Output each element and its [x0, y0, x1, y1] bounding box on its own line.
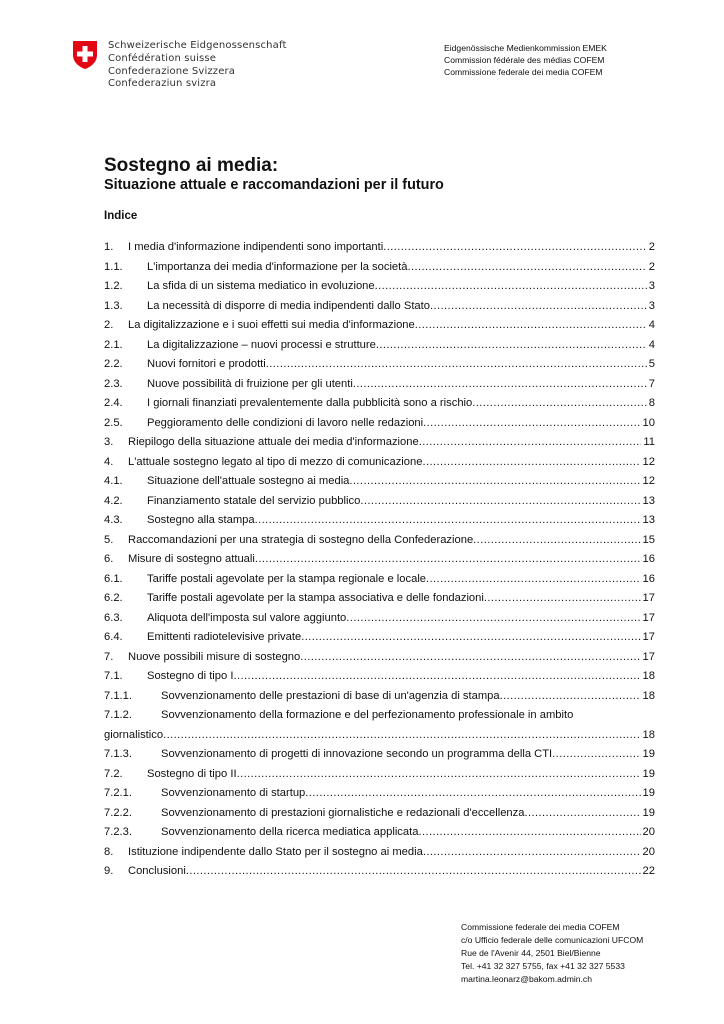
toc-number: 4.3.: [104, 514, 123, 526]
toc-title: Nuovi fornitori e prodotti: [147, 358, 266, 370]
footer-line: Tel. +41 32 327 5755, fax +41 32 327 5533: [461, 961, 625, 971]
toc-leader-dots: [423, 417, 640, 429]
toc-title: Sostegno alla stampa: [147, 514, 255, 526]
org-line: Commission fédérale des médias COFEM: [444, 54, 605, 65]
toc-title: I media d'informazione indipendenti sono importanti: [128, 241, 384, 253]
toc-page-number: 19: [642, 748, 655, 760]
toc-leader-dots: [353, 378, 647, 390]
toc-entry[interactable]: [104, 475, 655, 495]
toc-title: Sovvenzionamento di progetti di innovazione secondo un programma della CTI: [161, 748, 553, 760]
toc-leader-dots: [376, 339, 647, 351]
toc-leader-dots: [237, 768, 641, 780]
toc-leader-dots: [301, 631, 640, 643]
toc-page-number: 17: [642, 592, 655, 604]
toc-page-number: 19: [642, 787, 655, 799]
toc-title: Finanziamento statale del servizio pubblico: [147, 494, 361, 507]
toc-leader-dots: [305, 787, 640, 799]
toc-page-number: 4: [648, 338, 655, 351]
toc-title: Sovvenzionamento delle prestazioni di base di un'agenzia di stampa: [161, 689, 500, 702]
toc-title: Istituzione indipendente dallo Stato per il sostegno ai media: [128, 845, 423, 858]
swiss-cross-shield-icon: [72, 40, 98, 70]
toc-title: L'importanza dei media d'informazione per la società: [147, 260, 408, 273]
toc-title: Nuove possibili misure di sostegno: [128, 650, 301, 663]
footer-line: Rue de l'Avenir 44, 2501 Biel/Bienne: [461, 948, 601, 958]
toc-leader-dots: [430, 300, 647, 312]
toc-page-number: 11: [643, 436, 655, 448]
toc-leader-dots: [163, 729, 640, 741]
toc-entry[interactable]: [104, 553, 655, 573]
toc-page-number: 7: [648, 377, 655, 390]
toc-leader-dots: [383, 241, 647, 253]
toc-number: 1.3.: [104, 299, 123, 312]
toc-page-number: 22: [642, 865, 655, 877]
toc-entry[interactable]: [104, 865, 655, 885]
toc-number: 7.2.2.: [104, 806, 132, 819]
toc-number: 2.2.: [104, 358, 123, 370]
toc-page-number: 18: [642, 670, 655, 682]
toc-page-number: 16: [642, 553, 655, 565]
toc-title: Tariffe postali agevolate per la stampa associativa e delle fondazioni: [147, 592, 484, 604]
toc-leader-dots: [375, 280, 647, 292]
toc-title: La sfida di un sistema mediatico in evoluzione: [147, 280, 375, 292]
toc-title: Sostegno di tipo I: [147, 670, 234, 682]
toc-number: 9.: [104, 865, 114, 877]
toc-page-number: 4: [648, 319, 655, 331]
toc-number: 8.: [104, 845, 114, 858]
toc-page-number: 2: [648, 260, 655, 273]
coat-line: Confederaziun svizra: [108, 78, 217, 90]
toc-entry[interactable]: [104, 514, 655, 534]
toc-entry[interactable]: [104, 592, 655, 612]
toc-page-number: 20: [642, 826, 655, 838]
org-line: Commissione federale dei media COFEM: [444, 66, 603, 77]
toc-page-number: 18: [642, 689, 655, 702]
toc-leader-dots: [346, 612, 640, 624]
toc-entry[interactable]: [104, 787, 655, 807]
toc-leader-dots: [426, 573, 641, 585]
toc-entry[interactable]: [104, 748, 655, 768]
toc-title: Sostegno di tipo II: [147, 767, 237, 780]
toc-entry[interactable]: [104, 651, 655, 671]
toc-leader-dots: [186, 865, 641, 877]
toc-number: 6.1.: [104, 572, 123, 585]
toc-page-number: 15: [642, 533, 655, 546]
toc-page-number: 2: [648, 241, 655, 253]
toc-leader-dots: [300, 651, 640, 663]
confederation-names: [108, 40, 287, 91]
toc-number: 6.2.: [104, 592, 123, 604]
coat-line: Schweizerische Eidgenossenschaft: [108, 40, 287, 51]
toc-leader-dots: [500, 690, 641, 702]
org-line: Eidgenössische Medienkommission EMEK: [444, 43, 607, 53]
toc-number: 4.: [104, 455, 114, 468]
toc-entry[interactable]: [104, 807, 655, 827]
toc-title: Nuove possibilità di fruizione per gli utenti: [147, 377, 353, 390]
toc-page-number: 20: [642, 845, 655, 858]
toc-page-number: 18: [642, 728, 655, 741]
document-subtitle: Situazione attuale e raccomandazioni per il futuro: [104, 177, 444, 193]
toc-leader-dots: [552, 748, 640, 760]
footer-line: c/o Ufficio federale delle comunicazioni UFCOM: [461, 935, 644, 945]
toc-leader-dots: [360, 495, 640, 507]
toc-entry[interactable]: [104, 397, 655, 417]
toc-title: Situazione dell'attuale sostegno ai media: [147, 475, 350, 487]
toc-number: 5.: [104, 533, 114, 546]
toc-number: 1.2.: [104, 280, 123, 292]
toc-leader-dots: [418, 826, 640, 838]
toc-title: Emittenti radiotelevisive private: [147, 631, 302, 643]
toc-title: L'attuale sostegno legato al tipo di mezzo di comunicazione: [128, 455, 423, 468]
footer-address: [461, 921, 643, 986]
toc-entry[interactable]: [104, 612, 655, 632]
toc-page-number: 8: [648, 397, 655, 409]
toc-leader-dots: [255, 514, 641, 526]
toc-title: La digitalizzazione e i suoi effetti sui media d'informazione: [128, 319, 415, 331]
coat-line: Confederazione Svizzera: [108, 65, 236, 77]
toc-page-number: 12: [642, 455, 655, 468]
toc-entry[interactable]: [104, 417, 655, 437]
toc-entry[interactable]: [104, 495, 655, 515]
toc-number: 6.: [104, 553, 114, 565]
toc-number: 3.: [104, 436, 114, 448]
toc-entry[interactable]: [104, 261, 655, 281]
toc-title: Riepilogo della situazione attuale dei media d'informazione: [128, 436, 419, 448]
toc-number: 4.2.: [104, 494, 123, 507]
toc-title: Sovvenzionamento di prestazioni giornalistiche e redazionali d'eccellenza: [161, 806, 525, 819]
toc-leader-dots: [419, 436, 642, 448]
toc-entry[interactable]: [104, 319, 655, 339]
toc-entry[interactable]: [104, 631, 655, 651]
toc-page-number: 17: [642, 611, 655, 624]
toc-title-continued: giornalistico: [104, 728, 164, 741]
footer-line: martina.leonarz@bakom.admin.ch: [461, 974, 593, 984]
toc-entry[interactable]: [104, 339, 655, 359]
toc-number: 6.4.: [104, 631, 123, 643]
toc-title: Misure di sostegno attuali: [128, 553, 255, 565]
toc-leader-dots: [524, 807, 640, 819]
toc-entry[interactable]: [104, 378, 655, 398]
toc-leader-dots: [233, 670, 640, 682]
table-of-contents: [104, 241, 655, 885]
toc-title: La necessità di disporre di media indipendenti dallo Stato: [147, 299, 430, 312]
toc-entry[interactable]: [104, 358, 655, 378]
confederation-logo: [72, 40, 287, 91]
toc-page-number: 10: [642, 416, 655, 429]
toc-page-number: 5: [648, 358, 655, 370]
toc-entry[interactable]: [104, 573, 655, 593]
index-heading: Indice: [104, 210, 138, 222]
toc-title: Conclusioni: [128, 865, 186, 877]
toc-leader-dots: [422, 456, 640, 468]
toc-entry[interactable]: [104, 436, 655, 456]
toc-number: 4.1.: [104, 475, 123, 487]
toc-number: 2.: [104, 319, 114, 331]
toc-title: Tariffe postali agevolate per la stampa regionale e locale: [147, 572, 427, 585]
toc-page-number: 19: [642, 806, 655, 819]
toc-page-number: 19: [642, 767, 655, 780]
toc-entry[interactable]: [104, 280, 655, 300]
toc-number: 7.2.: [104, 767, 123, 780]
toc-number: 2.5.: [104, 416, 123, 429]
toc-entry[interactable]: [104, 826, 655, 846]
toc-page-number: 17: [642, 631, 655, 643]
toc-number: 7.2.3.: [104, 826, 132, 838]
toc-page-number: 12: [642, 475, 655, 487]
toc-leader-dots: [266, 358, 647, 370]
toc-title: Sovvenzionamento della formazione e del perfezionamento professionale in ambito: [161, 709, 574, 721]
toc-page-number: 3: [648, 299, 655, 312]
toc-title: Sovvenzionamento della ricerca mediatica applicata: [161, 826, 419, 838]
toc-title: Sovvenzionamento di startup: [161, 787, 306, 799]
toc-leader-dots: [484, 592, 641, 604]
document-title: Sostegno ai media:: [104, 155, 279, 176]
toc-number: 7.1.2.: [104, 709, 132, 721]
toc-entry[interactable]: [104, 456, 655, 476]
toc-page-number: 3: [648, 280, 655, 292]
toc-number: 7.1.3.: [104, 748, 132, 760]
toc-number: 1.: [104, 241, 114, 253]
toc-page-number: 13: [642, 494, 655, 507]
toc-leader-dots: [472, 397, 647, 409]
toc-leader-dots: [473, 534, 640, 546]
toc-number: 2.3.: [104, 377, 123, 390]
toc-number: 1.1.: [104, 260, 123, 273]
toc-leader-dots: [349, 475, 640, 487]
footer-line: Commissione federale dei media COFEM: [461, 922, 620, 932]
toc-entry[interactable]: [104, 690, 655, 710]
toc-leader-dots: [415, 319, 647, 331]
toc-page-number: 17: [642, 650, 655, 663]
toc-number: 2.4.: [104, 397, 123, 409]
toc-number: 2.1.: [104, 338, 123, 351]
toc-leader-dots: [423, 846, 641, 858]
toc-number: 7.2.1.: [104, 787, 132, 799]
toc-title: Aliquota dell'imposta sul valore aggiunto: [147, 611, 347, 624]
toc-number: 6.3.: [104, 611, 123, 624]
toc-leader-dots: [255, 553, 641, 565]
toc-leader-dots: [407, 261, 646, 273]
toc-entry[interactable]: [104, 241, 655, 261]
toc-number: 7.1.: [104, 670, 123, 682]
toc-number: 7.1.1.: [104, 689, 132, 702]
toc-number: 7.: [104, 650, 114, 663]
toc-page-number: 16: [642, 572, 655, 585]
coat-line: Confédération suisse: [108, 52, 217, 64]
toc-title: La digitalizzazione – nuovi processi e strutture: [147, 338, 376, 351]
toc-entry[interactable]: [104, 670, 655, 690]
toc-title: Raccomandazioni per una strategia di sostegno della Confederazione: [128, 533, 474, 546]
toc-entry[interactable]: [104, 846, 655, 866]
toc-entry[interactable]: [104, 768, 655, 788]
toc-entry[interactable]: [104, 709, 655, 748]
toc-title: I giornali finanziati prevalentemente dalla pubblicità sono a rischio: [147, 397, 473, 409]
commission-names: [444, 43, 607, 78]
toc-entry[interactable]: [104, 534, 655, 554]
toc-page-number: 13: [642, 514, 655, 526]
toc-title: Peggioramento delle condizioni di lavoro nelle redazioni: [147, 416, 424, 429]
toc-entry[interactable]: [104, 300, 655, 320]
